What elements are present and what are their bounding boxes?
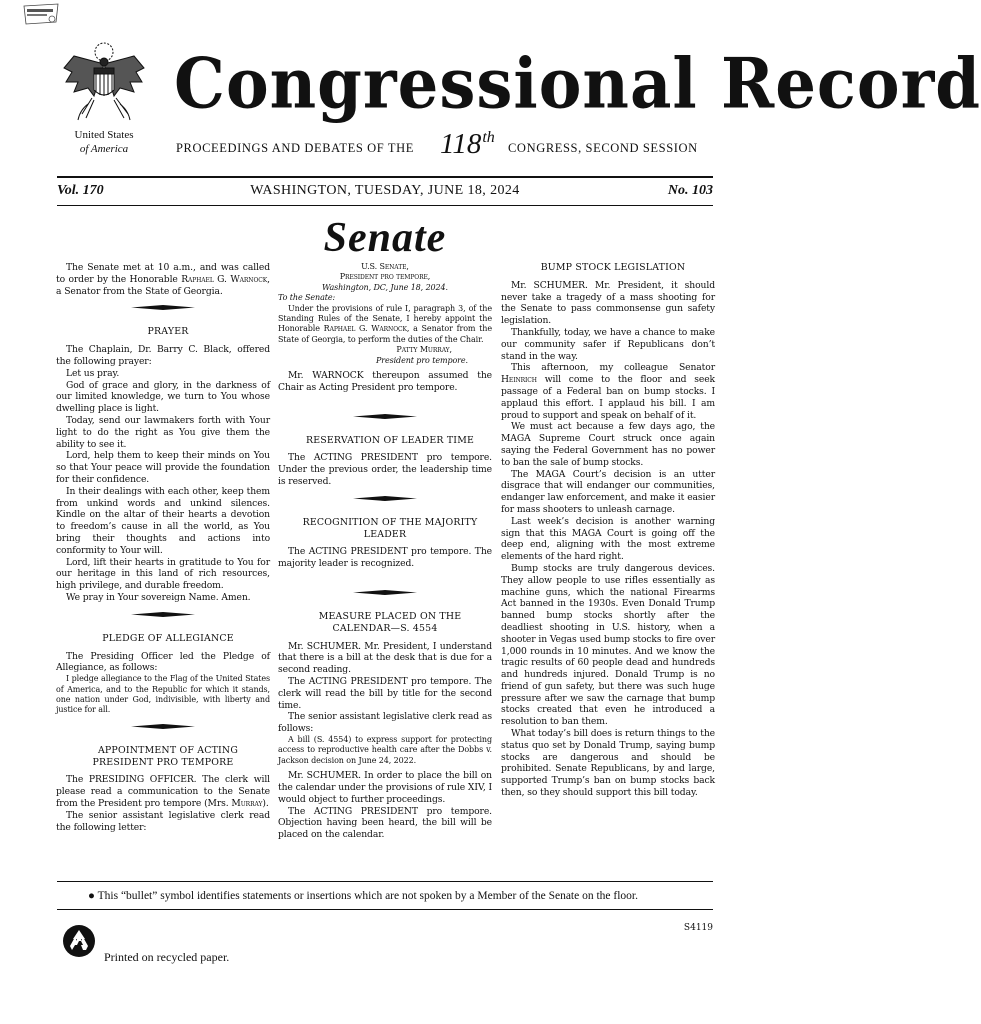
bump-stock-paragraph: Mr. SCHUMER. Mr. President, it should never take a tragedy of a mass shooting for the Senate to pass commonsense gun safety legislation.: [501, 279, 715, 327]
opening-text-end: , a Senator from the State of Georgia.: [56, 273, 270, 297]
presiding-officer-label: The PRESIDING OFFICER.: [66, 774, 197, 786]
chamber-title: Senate: [323, 215, 447, 261]
issue-date: WASHINGTON, TUESDAY, JUNE 18, 2024: [250, 183, 520, 198]
letter-body-text: Under the provisions of rule I, paragraph 3, of the Standing Rules of the Senate, I hereby appoint the Honorable: [278, 303, 492, 334]
dateline-divider: [57, 205, 713, 206]
letter-senator-name: Raphael G. Warnock: [323, 324, 407, 334]
measure-paragraph: The senior assistant legislative clerk read as follows:: [278, 711, 492, 735]
prayer-paragraph: Let us pray.: [66, 367, 120, 379]
letter-signature: Patty Murray,: [396, 345, 452, 355]
bump-stock-text: This afternoon, my colleague Senator: [511, 362, 715, 374]
prayer-paragraph: Lord, lift their hearts in gratitude to You for our heritage in this land of rich resources, high privilege, and durable freedom.: [56, 556, 270, 592]
prayer-paragraph: We pray in Your sovereign Name. Amen.: [66, 591, 251, 603]
letter-body-text-end: , a Senator from the State of Georgia, to perform the duties of the Chair.: [278, 324, 492, 344]
congress-suffix: th: [482, 129, 495, 147]
prayer-paragraph: The Chaplain, Dr. Barry C. Black, offered the following prayer:: [56, 344, 270, 367]
footer-divider: [57, 881, 713, 882]
section-ornament: [353, 496, 417, 501]
section-ornament: [131, 305, 195, 310]
bump-stock-paragraph: Thankfully, today, we have a chance to make our community safer if Republicans don’t stand in the way.: [501, 326, 715, 362]
column-1: [56, 262, 270, 833]
publication-title: Congressional Record: [174, 43, 981, 125]
masthead-divider: [57, 176, 713, 178]
reservation-heading: RESERVATION OF LEADER TIME: [305, 434, 475, 446]
bump-stock-paragraph: The MAGA Court’s decision is an utter disgrace that will endanger our communities, endanger law enforcement, and make it easier for mass shooters to unleash carnage.: [501, 468, 715, 515]
measure-heading: MEASURE PLACED ON THE CALENDAR—S. 4554: [318, 611, 462, 634]
united-states-text: United States: [74, 129, 134, 141]
measure-paragraph: The ACTING PRESIDENT pro tempore. Objection having been heard, the bill will be placed on the calendar.: [278, 805, 492, 841]
prayer-heading: PRAYER: [147, 326, 189, 338]
measure-bill-title: A bill (S. 4554) to express support for protecting access to reproductive health care after the Dobbs v. Jackson decision on June 24, 2022.: [278, 735, 492, 765]
issue-number: No. 103: [667, 183, 713, 198]
murray-name: Murray: [231, 797, 263, 809]
opening-paragraph: [56, 262, 270, 297]
section-ornament: [353, 590, 417, 595]
bullet-footnote-text: This “bullet” symbol identifies statements or insertions which are not spoken by a Member of the Senate on the floor.: [97, 890, 639, 902]
appointment-heading: APPOINTMENT OF ACTING PRESIDENT PRO TEMPORE: [92, 744, 239, 768]
column-2: [278, 262, 492, 841]
congress-number-value: 118: [440, 128, 482, 160]
appointment-text: The clerk will please read a communication to the Senate from the President pro tempore (Mrs.: [56, 774, 270, 809]
reservation-paragraph: The ACTING PRESIDENT pro tempore. Under the previous order, the leadership time is reserved.: [278, 452, 492, 488]
proceedings-line: [176, 128, 716, 162]
bump-stock-heading: BUMP STOCK LEGISLATION: [540, 262, 686, 273]
proceedings-pre: PROCEEDINGS AND DEBATES OF THE: [176, 141, 414, 155]
united-states-label: [64, 128, 144, 156]
letter-signature-title: President pro tempore.: [375, 355, 468, 365]
prayer-paragraph: Today, send our lawmakers forth with Your light to do the right as You give them the ability to see it.: [56, 414, 270, 450]
appointment-paragraph: [56, 774, 270, 809]
of-america-text: of America: [79, 143, 129, 155]
section-ornament: [131, 724, 195, 729]
letter-senate: U.S. Senate,: [361, 262, 409, 271]
dateline: [57, 183, 713, 201]
letter-body: [278, 304, 492, 346]
appointment-paragraph: The senior assistant legislative clerk read the following letter:: [56, 809, 270, 833]
heinrich-name: Heinrich: [501, 374, 537, 386]
great-seal-eagle-icon: [58, 38, 150, 126]
bump-stock-paragraph: Bump stocks are truly dangerous devices. They allow people to use rifles essentially as machine guns, which the national Firearms Act banned in the 1930s. Even Donald Trump banned bump stocks shortly after the deadliest shooting in U.S. history, when a shooter in Vegas used bump stocks to fire over 1,000 rounds in 10 minutes. And we know the tragic results of 60 people dead and hundreds and hundreds injured. Donald Trump is no friend of gun safety, but there was such huge pressure after we saw the carnage that bump stocks created that even he introduced a resolution to ban them.: [501, 562, 715, 728]
letter-date: Washington, DC, June 18, 2024.: [322, 282, 448, 292]
bump-stock-text-end: will come to the floor and seek passage of a Federal ban on bump stocks. I applaud this effort. I applaud his bill. I am proud to support and speak on behalf of it.: [501, 374, 715, 421]
recycled-paper-label: Printed on recycled paper.: [104, 950, 230, 964]
footnote-divider: [57, 909, 713, 910]
letter-salutation: To the Senate:: [278, 293, 336, 303]
bump-stock-paragraph: [501, 362, 715, 421]
bullet-footnote: [88, 890, 718, 902]
opening-text: The Senate met at 10 a.m., and was called to order by the Honorable: [56, 262, 270, 285]
recognition-paragraph: The ACTING PRESIDENT pro tempore. The majority leader is recognized.: [278, 546, 492, 570]
prayer-paragraph: In their dealings with each other, keep them from unkind words and unkind silences. Kindle on the altar of their hearts a devotion to freedom’s cause in all the world, as You bring their thoughts and actions into conformity to Your will.: [56, 485, 270, 556]
prayer-paragraph: God of grace and glory, in the darkness of our limited knowledge, we turn to You whose dwelling place is light.: [56, 379, 270, 415]
measure-paragraph: Mr. SCHUMER. In order to place the bill on the calendar under the provisions of rule XIV, I would object to further proceedings.: [278, 770, 492, 805]
measure-paragraph: Mr. SCHUMER. Mr. President, I understand that there is a bill at the desk that is due for a second reading.: [278, 640, 492, 676]
pledge-text: I pledge allegiance to the Flag of the United States of America, and to the Republic for which it stands, one nation under God, indivisible, with liberty and justice for all.: [56, 674, 270, 715]
section-ornament: [131, 612, 195, 617]
pledge-heading: PLEDGE OF ALLEGIANCE: [102, 632, 234, 644]
measure-paragraph: The ACTING PRESIDENT pro tempore. The clerk will read the bill by title for the second time.: [278, 676, 492, 711]
bump-stock-paragraph: Last week’s decision is another warning sign that this MAGA Court is going off the deep end, aligning with the most extreme elements of the hard right.: [501, 515, 715, 563]
recycle-icon: [62, 924, 96, 958]
recognition-heading: RECOGNITION OF THE MAJORITY LEADER: [302, 516, 478, 540]
appointment-text-end: ).: [262, 797, 269, 809]
page-number: S4119: [683, 923, 713, 933]
letter-president-pro-tempore: President pro tempore,: [339, 272, 431, 282]
bullet-icon: ●: [88, 890, 95, 902]
congress-number: [440, 128, 495, 161]
volume-number: Vol. 170: [57, 183, 104, 198]
bump-stock-paragraph: What today’s bill does is return things to the status quo set by Donald Trump, saying bump stocks are dangerous and should be prohibited. Senate Republicans, by and large, supported Trump’s ban on bump stocks back then, so they should support this bill today.: [501, 728, 715, 799]
warnock-paragraph: Mr. WARNOCK thereupon assumed the Chair as Acting President pro tempore.: [278, 370, 492, 393]
column-3: [501, 262, 715, 799]
prayer-paragraph: Lord, help them to keep their minds on You so that Your peace will provide the foundation for their confidence.: [56, 450, 270, 485]
opening-senator-name: Raphael G. Warnock: [181, 273, 268, 285]
bump-stock-paragraph: We must act because a few days ago, the MAGA Supreme Court struck once again saying the Federal Government has no power to ban the sale of bump stocks.: [501, 421, 715, 468]
section-ornament: [353, 414, 417, 419]
pledge-paragraph: The Presiding Officer led the Pledge of Allegiance, as follows:: [56, 650, 270, 674]
authenticated-gpo-stamp: [22, 4, 60, 26]
proceedings-post: CONGRESS, SECOND SESSION: [508, 141, 698, 155]
